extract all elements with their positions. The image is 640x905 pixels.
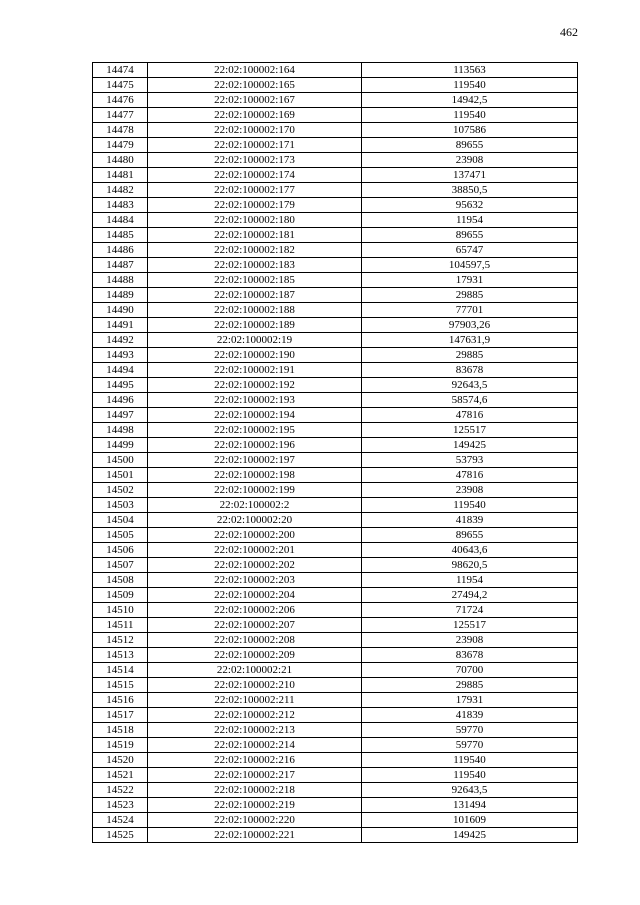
row-number-cell: 14500 [93,453,148,468]
table-row [93,198,578,213]
row-number-cell: 14510 [93,603,148,618]
table-row [93,783,578,798]
row-number-cell: 14514 [93,663,148,678]
table-row [93,138,578,153]
row-number-cell: 14522 [93,783,148,798]
value-cell: 98620,5 [362,558,578,573]
cadastral-number-cell: 22:02:100002:171 [148,138,362,153]
value-cell: 40643,6 [362,543,578,558]
table-row [93,363,578,378]
table-row [93,738,578,753]
table-row [93,798,578,813]
row-number-cell: 14515 [93,678,148,693]
cadastral-number-cell: 22:02:100002:174 [148,168,362,183]
cadastral-number-cell: 22:02:100002:188 [148,303,362,318]
cadastral-number-cell: 22:02:100002:203 [148,573,362,588]
table-row [93,213,578,228]
value-cell: 59770 [362,738,578,753]
row-number-cell: 14508 [93,573,148,588]
cadastral-number-cell: 22:02:100002:187 [148,288,362,303]
value-cell: 29885 [362,288,578,303]
row-number-cell: 14494 [93,363,148,378]
row-number-cell: 14489 [93,288,148,303]
row-number-cell: 14476 [93,93,148,108]
row-number-cell: 14507 [93,558,148,573]
row-number-cell: 14499 [93,438,148,453]
row-number-cell: 14503 [93,498,148,513]
cadastral-number-cell: 22:02:100002:194 [148,408,362,423]
value-cell: 14942,5 [362,93,578,108]
row-number-cell: 14505 [93,528,148,543]
cadastral-number-cell: 22:02:100002:221 [148,828,362,843]
row-number-cell: 14506 [93,543,148,558]
row-number-cell: 14524 [93,813,148,828]
cadastral-number-cell: 22:02:100002:167 [148,93,362,108]
table-row [93,228,578,243]
table-row [93,603,578,618]
value-cell: 119540 [362,78,578,93]
registry-table [92,62,578,843]
cadastral-number-cell: 22:02:100002:179 [148,198,362,213]
row-number-cell: 14496 [93,393,148,408]
cadastral-number-cell: 22:02:100002:192 [148,378,362,393]
table-row [93,543,578,558]
value-cell: 17931 [362,693,578,708]
cadastral-number-cell: 22:02:100002:201 [148,543,362,558]
row-number-cell: 14520 [93,753,148,768]
cadastral-number-cell: 22:02:100002:202 [148,558,362,573]
row-number-cell: 14501 [93,468,148,483]
row-number-cell: 14478 [93,123,148,138]
table-row [93,723,578,738]
table-row [93,513,578,528]
table-row [93,663,578,678]
table-row [93,153,578,168]
table-row [93,483,578,498]
value-cell: 83678 [362,648,578,663]
value-cell: 113563 [362,63,578,78]
cadastral-number-cell: 22:02:100002:185 [148,273,362,288]
cadastral-number-cell: 22:02:100002:191 [148,363,362,378]
cadastral-number-cell: 22:02:100002:219 [148,798,362,813]
row-number-cell: 14513 [93,648,148,663]
table-row [93,288,578,303]
cadastral-number-cell: 22:02:100002:177 [148,183,362,198]
table-row [93,423,578,438]
value-cell: 119540 [362,768,578,783]
value-cell: 137471 [362,168,578,183]
cadastral-number-cell: 22:02:100002:213 [148,723,362,738]
row-number-cell: 14485 [93,228,148,243]
cadastral-number-cell: 22:02:100002:173 [148,153,362,168]
row-number-cell: 14490 [93,303,148,318]
table-row [93,768,578,783]
table-row [93,498,578,513]
cadastral-number-cell: 22:02:100002:165 [148,78,362,93]
value-cell: 71724 [362,603,578,618]
value-cell: 107586 [362,123,578,138]
row-number-cell: 14511 [93,618,148,633]
table-row [93,438,578,453]
cadastral-number-cell: 22:02:100002:217 [148,768,362,783]
value-cell: 27494,2 [362,588,578,603]
table-row [93,468,578,483]
table-row [93,243,578,258]
cadastral-number-cell: 22:02:100002:220 [148,813,362,828]
row-number-cell: 14497 [93,408,148,423]
value-cell: 89655 [362,228,578,243]
cadastral-number-cell: 22:02:100002:216 [148,753,362,768]
table-row [93,588,578,603]
table-row [93,678,578,693]
value-cell: 119540 [362,498,578,513]
value-cell: 59770 [362,723,578,738]
table-row [93,453,578,468]
value-cell: 101609 [362,813,578,828]
value-cell: 11954 [362,213,578,228]
cadastral-number-cell: 22:02:100002:204 [148,588,362,603]
cadastral-number-cell: 22:02:100002:189 [148,318,362,333]
value-cell: 89655 [362,138,578,153]
row-number-cell: 14492 [93,333,148,348]
cadastral-number-cell: 22:02:100002:195 [148,423,362,438]
value-cell: 97903,26 [362,318,578,333]
value-cell: 38850,5 [362,183,578,198]
value-cell: 92643,5 [362,378,578,393]
row-number-cell: 14475 [93,78,148,93]
value-cell: 29885 [362,678,578,693]
cadastral-number-cell: 22:02:100002:212 [148,708,362,723]
cadastral-number-cell: 22:02:100002:197 [148,453,362,468]
row-number-cell: 14483 [93,198,148,213]
cadastral-number-cell: 22:02:100002:206 [148,603,362,618]
value-cell: 119540 [362,753,578,768]
row-number-cell: 14509 [93,588,148,603]
value-cell: 83678 [362,363,578,378]
table-row [93,558,578,573]
row-number-cell: 14498 [93,423,148,438]
value-cell: 11954 [362,573,578,588]
table-row [93,813,578,828]
cadastral-number-cell: 22:02:100002:180 [148,213,362,228]
value-cell: 23908 [362,483,578,498]
row-number-cell: 14517 [93,708,148,723]
table-row [93,828,578,843]
value-cell: 125517 [362,423,578,438]
row-number-cell: 14482 [93,183,148,198]
row-number-cell: 14487 [93,258,148,273]
value-cell: 77701 [362,303,578,318]
value-cell: 89655 [362,528,578,543]
row-number-cell: 14523 [93,798,148,813]
value-cell: 23908 [362,153,578,168]
table-row [93,393,578,408]
table-row [93,303,578,318]
table-row [93,123,578,138]
table-row [93,78,578,93]
cadastral-number-cell: 22:02:100002:209 [148,648,362,663]
table-row [93,528,578,543]
cadastral-number-cell: 22:02:100002:198 [148,468,362,483]
table-row [93,333,578,348]
row-number-cell: 14479 [93,138,148,153]
value-cell: 92643,5 [362,783,578,798]
table-row [93,93,578,108]
table-row [93,708,578,723]
row-number-cell: 14521 [93,768,148,783]
cadastral-number-cell: 22:02:100002:2 [148,498,362,513]
value-cell: 95632 [362,198,578,213]
row-number-cell: 14491 [93,318,148,333]
value-cell: 104597,5 [362,258,578,273]
table-row [93,348,578,363]
value-cell: 41839 [362,513,578,528]
cadastral-number-cell: 22:02:100002:20 [148,513,362,528]
value-cell: 41839 [362,708,578,723]
cadastral-number-cell: 22:02:100002:214 [148,738,362,753]
row-number-cell: 14480 [93,153,148,168]
row-number-cell: 14516 [93,693,148,708]
cadastral-number-cell: 22:02:100002:19 [148,333,362,348]
table-row [93,108,578,123]
table-row [93,183,578,198]
value-cell: 149425 [362,438,578,453]
row-number-cell: 14486 [93,243,148,258]
row-number-cell: 14519 [93,738,148,753]
row-number-cell: 14518 [93,723,148,738]
cadastral-number-cell: 22:02:100002:208 [148,633,362,648]
table-row [93,753,578,768]
value-cell: 65747 [362,243,578,258]
row-number-cell: 14481 [93,168,148,183]
cadastral-number-cell: 22:02:100002:190 [148,348,362,363]
cadastral-number-cell: 22:02:100002:193 [148,393,362,408]
value-cell: 17931 [362,273,578,288]
row-number-cell: 14477 [93,108,148,123]
row-number-cell: 14474 [93,63,148,78]
cadastral-number-cell: 22:02:100002:210 [148,678,362,693]
table-row [93,168,578,183]
value-cell: 47816 [362,408,578,423]
value-cell: 125517 [362,618,578,633]
value-cell: 70700 [362,663,578,678]
value-cell: 149425 [362,828,578,843]
cadastral-number-cell: 22:02:100002:181 [148,228,362,243]
cadastral-number-cell: 22:02:100002:196 [148,438,362,453]
table-row [93,618,578,633]
table-row [93,318,578,333]
row-number-cell: 14495 [93,378,148,393]
value-cell: 29885 [362,348,578,363]
registry-table-body [93,63,578,843]
cadastral-number-cell: 22:02:100002:170 [148,123,362,138]
row-number-cell: 14502 [93,483,148,498]
cadastral-number-cell: 22:02:100002:207 [148,618,362,633]
cadastral-number-cell: 22:02:100002:200 [148,528,362,543]
cadastral-number-cell: 22:02:100002:199 [148,483,362,498]
row-number-cell: 14488 [93,273,148,288]
cadastral-number-cell: 22:02:100002:164 [148,63,362,78]
cadastral-number-cell: 22:02:100002:182 [148,243,362,258]
table-row [93,258,578,273]
table-row [93,693,578,708]
cadastral-number-cell: 22:02:100002:211 [148,693,362,708]
table-row [93,573,578,588]
page-number: 462 [560,25,578,39]
value-cell: 47816 [362,468,578,483]
value-cell: 131494 [362,798,578,813]
cadastral-number-cell: 22:02:100002:183 [148,258,362,273]
row-number-cell: 14504 [93,513,148,528]
table-row [93,63,578,78]
row-number-cell: 14512 [93,633,148,648]
table-row [93,378,578,393]
table-row [93,648,578,663]
cadastral-number-cell: 22:02:100002:21 [148,663,362,678]
value-cell: 58574,6 [362,393,578,408]
cadastral-number-cell: 22:02:100002:169 [148,108,362,123]
table-row [93,408,578,423]
row-number-cell: 14484 [93,213,148,228]
value-cell: 23908 [362,633,578,648]
value-cell: 119540 [362,108,578,123]
cadastral-number-cell: 22:02:100002:218 [148,783,362,798]
value-cell: 53793 [362,453,578,468]
table-row [93,273,578,288]
table-row [93,633,578,648]
value-cell: 147631,9 [362,333,578,348]
row-number-cell: 14493 [93,348,148,363]
row-number-cell: 14525 [93,828,148,843]
